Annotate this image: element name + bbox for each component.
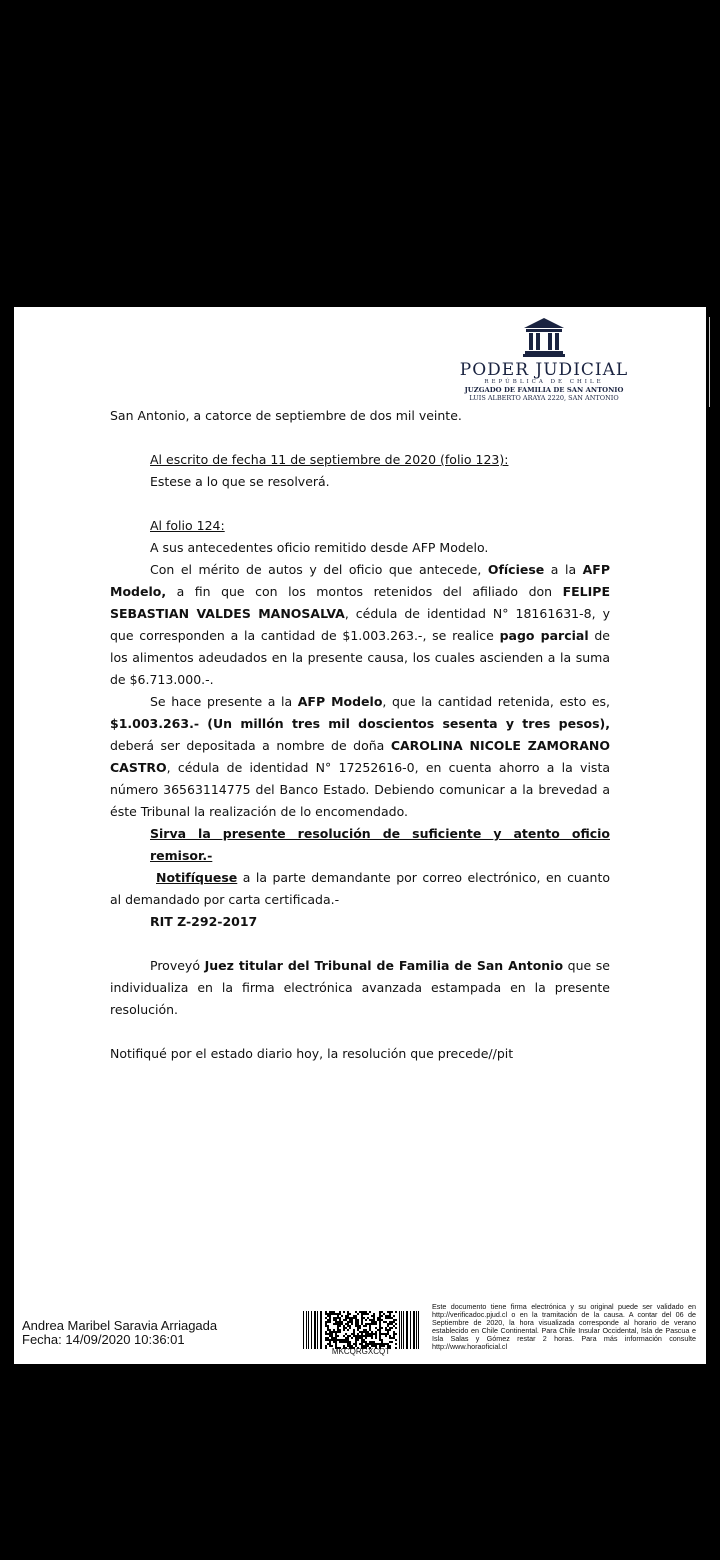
barcode-icon — [303, 1311, 419, 1349]
logo-subtitle: REPÚBLICA DE CHILE — [484, 379, 604, 385]
paragraph-oficio-remisor: Sirva la presente resolución de suficiente y atento oficio remisor.- — [150, 826, 610, 863]
section1-heading: Al escrito de fecha 11 de septiembre de 2020 (folio 123): — [150, 452, 509, 467]
resolution-body — [110, 405, 610, 1065]
signature-footer — [14, 1297, 706, 1357]
rit-number: RIT Z-292-2017 — [150, 914, 258, 929]
document-page — [14, 307, 706, 1364]
signer-date: Fecha: 14/09/2020 10:36:01 — [22, 1332, 185, 1347]
notified-line: Notifiqué por el estado diario hoy, la resolución que precede//pit — [110, 1046, 514, 1061]
section2-intro: A sus antecedentes oficio remitido desde AFP Modelo. — [150, 540, 489, 555]
validation-notice: Este documento tiene firma electrónica y su original puede ser validado en http://verificadoc.pjud.cl o en la tramitación de la causa. A contar del 06 de Septiembre de 2020, la hora visualizada corresponde al horario de verano establecido en Chile Continental. Para Chile Insular Occidental, Isla de Pascua e Isla Salas y Gómez restar 2 horas. Para más información consulte http://www.horaoficial.cl — [432, 1302, 696, 1351]
paragraph-oficiese: Con el mérito de autos y del oficio que antecede, Ofíciese a la AFP Modelo, a fin que con los montos retenidos del afiliado don FELIPE SEBASTIAN VALDES MANOSALVA, cédula de identidad N° 18161631-8, y que corresponden a la cantidad de $1.003.263.-, se realice pago parcial de los alimentos adeudados en la presente causa, los cuales ascienden a la suma de $6.713.000.-. — [110, 562, 610, 687]
header-divider — [709, 317, 710, 407]
barcode-code: MKCQRGXCQT — [331, 1347, 391, 1356]
paragraph-proveyo: Proveyó Juez titular del Tribunal de Familia de San Antonio que se individualiza en la firma electrónica avanzada estampada en la presente resolución. — [110, 958, 610, 1017]
date-line: San Antonio, a catorce de septiembre de dos mil veinte. — [110, 408, 462, 423]
paragraph-notifiquese: Notifíquese a la parte demandante por correo electrónico, en cuanto al demandado por carta certificada.- — [110, 870, 610, 907]
section2-heading: Al folio 124: — [150, 518, 225, 533]
logo-title: PODER JUDICIAL — [459, 360, 629, 380]
poder-judicial-logo — [454, 317, 634, 413]
court-name: JUZGADO DE FAMILIA DE SAN ANTONIO — [464, 386, 624, 394]
paragraph-deposit: Se hace presente a la AFP Modelo, que la cantidad retenida, esto es, $1.003.263.- (Un millón tres mil doscientos sesenta y tres pesos), deberá ser depositada a nombre de doña CAROLINA NICOLE ZAMORANO CASTRO, cédula de identidad N° 17252616-0, en cuenta ahorro a la vista número 36563114775 del Banco Estado. Debiendo comunicar a la brevedad a éste Tribunal la realización de lo encomendado. — [110, 694, 610, 819]
section1-text: Estese a lo que se resolverá. — [150, 474, 330, 489]
court-address: LUIS ALBERTO ARAYA 2220, SAN ANTONIO — [469, 394, 619, 402]
signer-name: Andrea Maribel Saravia Arriagada — [22, 1318, 218, 1333]
courthouse-icon — [521, 317, 567, 357]
signer-block — [22, 1319, 217, 1347]
